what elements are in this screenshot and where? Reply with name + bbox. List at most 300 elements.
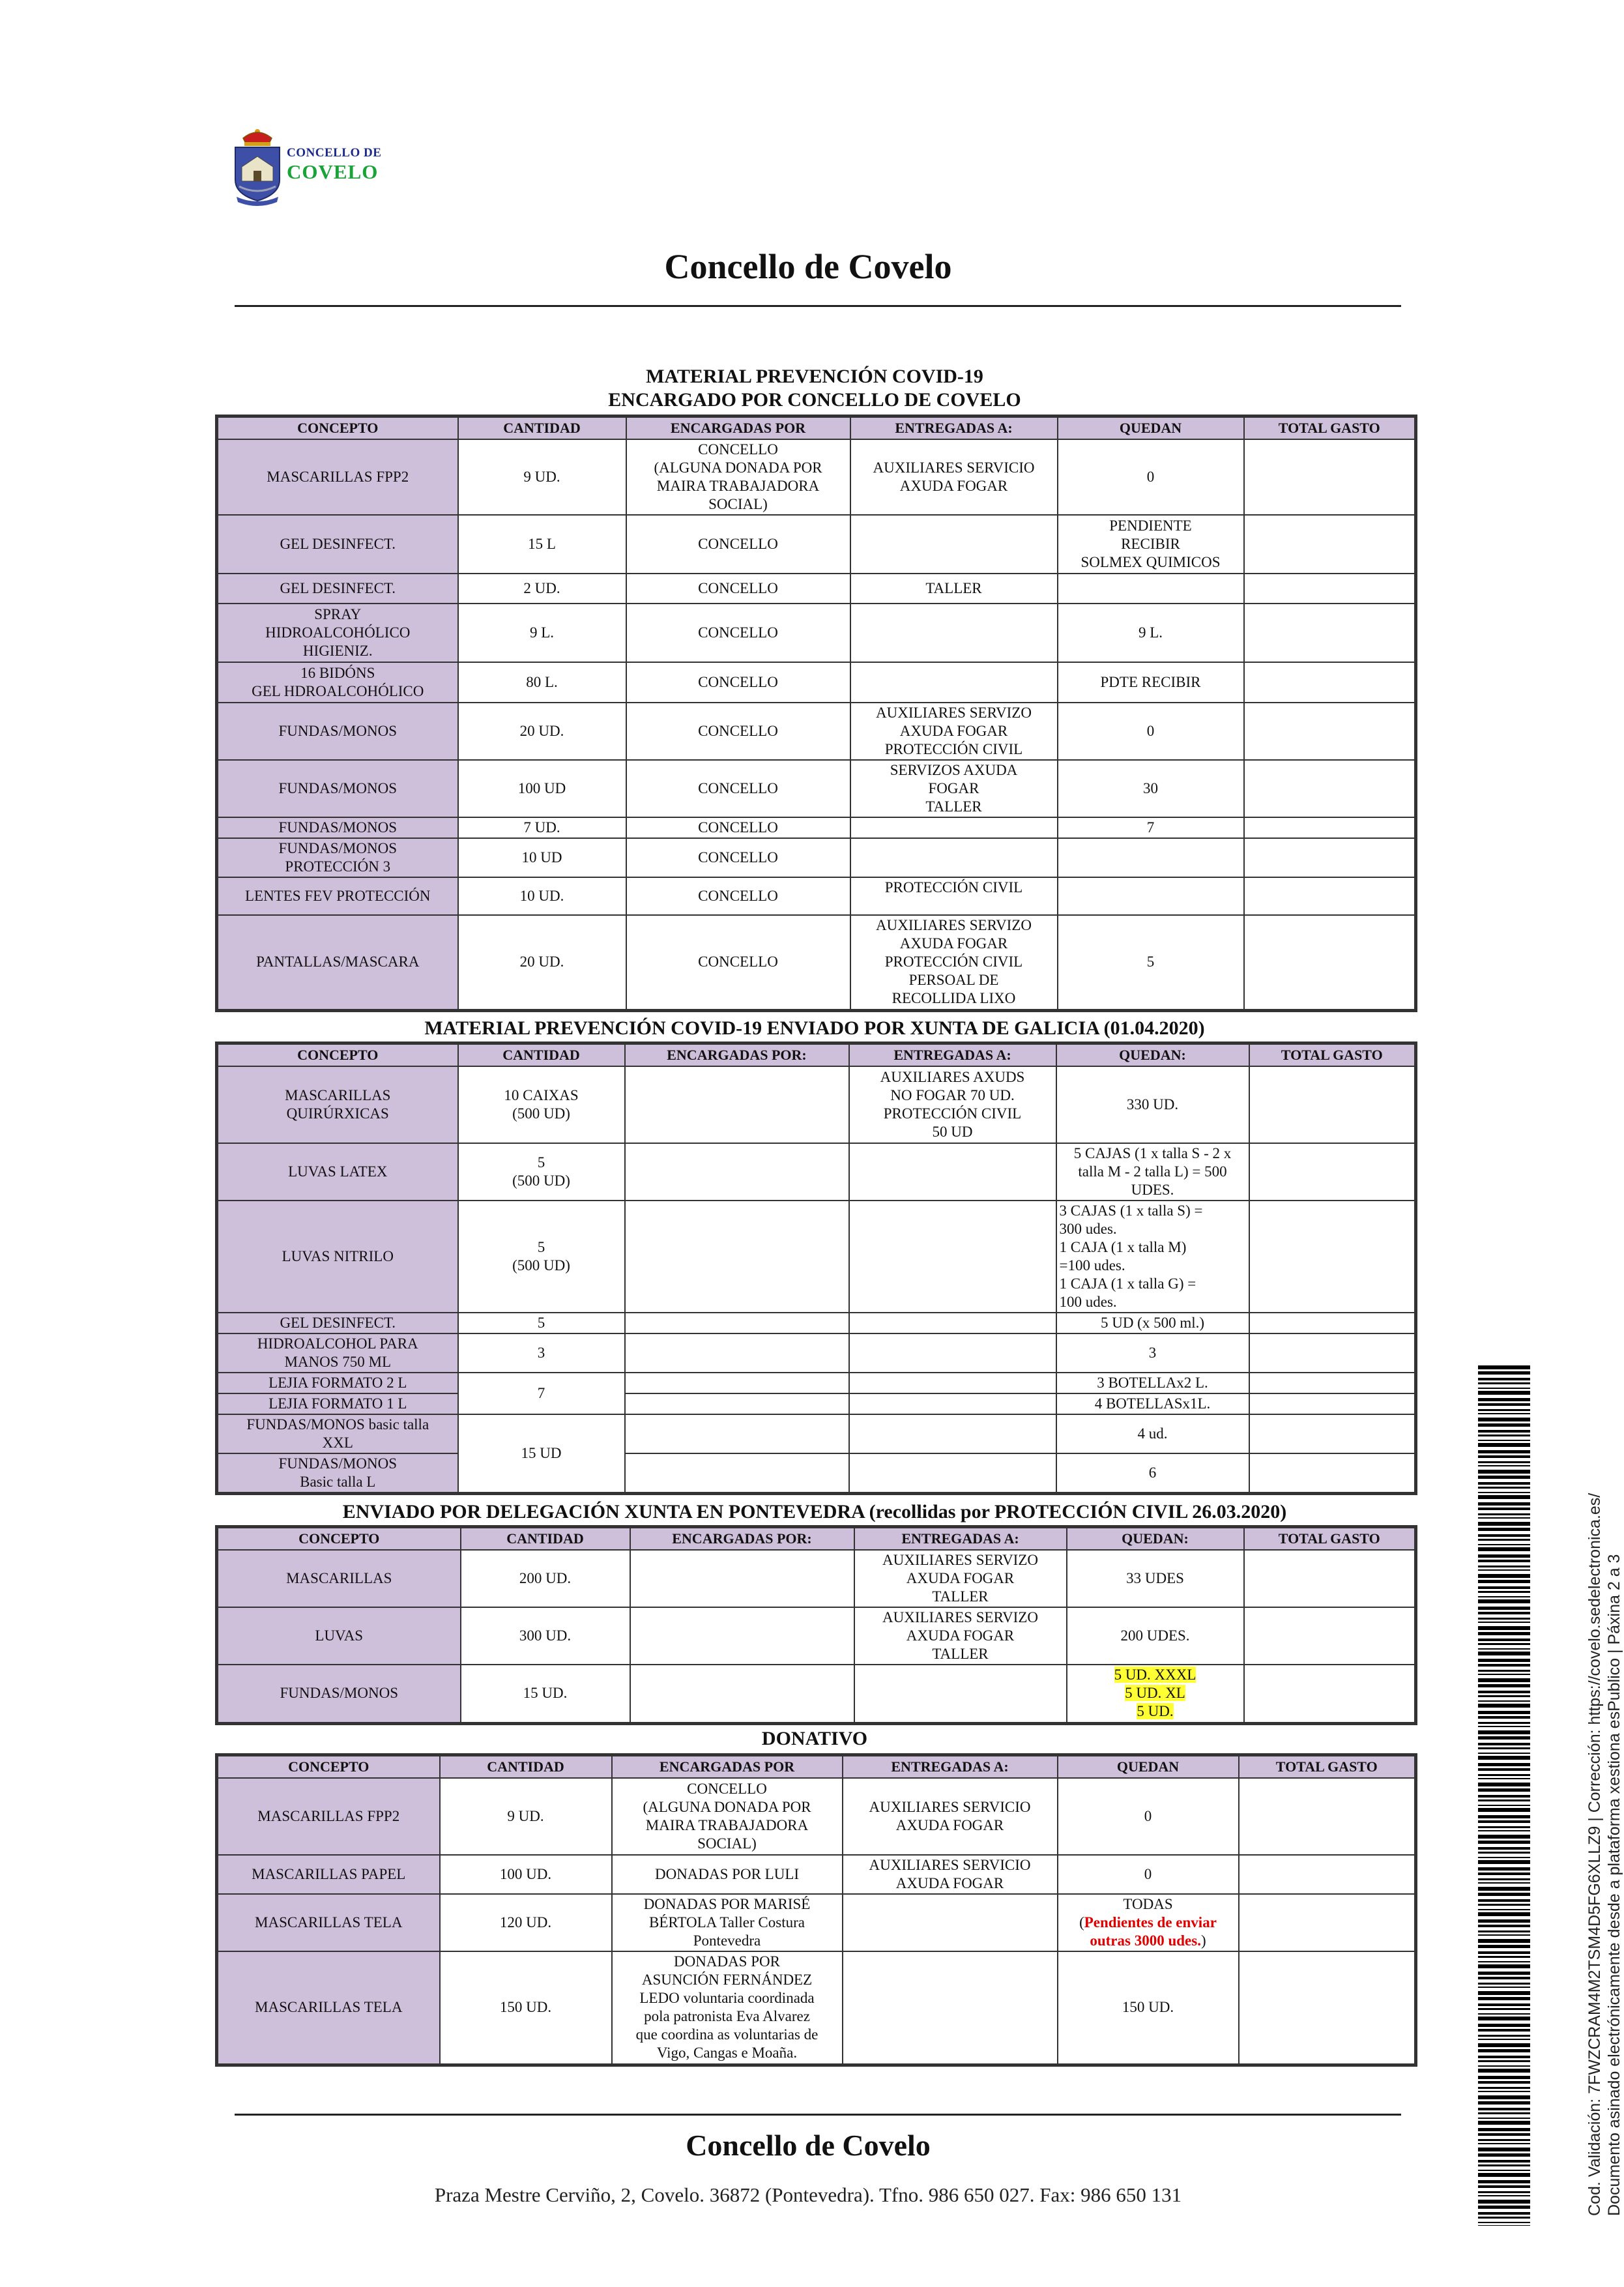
barcode-bar [1478,2069,1530,2073]
cell-line: NO FOGAR 70 UD. [890,1087,1015,1103]
cell-line: SOCIAL) [708,496,768,512]
barcode-bar [1478,1632,1530,1635]
cell-line: SOLMEX QUIMICOS [1080,554,1221,570]
barcode-bar [1478,1852,1530,1854]
col-header-encargadas: ENCARGADAS POR [612,1755,843,1779]
cell-cantidad: 80 L. [458,662,626,703]
col-header-entregadas: ENTREGADAS A: [843,1755,1058,1779]
paren-open: ( [1079,1914,1084,1930]
table-row [217,439,1416,515]
cell-line: PROTECCIÓN CIVIL [884,741,1023,757]
barcode-bar [1478,1470,1530,1474]
cell-line: PROTECCIÓN 3 [285,858,391,875]
cell-line: BÉRTOLA Taller Costura [649,1914,805,1930]
cell-encargadas [630,1550,854,1607]
validation-text [1585,1493,1624,2216]
cell-concepto [217,1066,458,1143]
cell-line: QUIRÚRXICAS [286,1105,389,1122]
barcode-bar [1478,1622,1530,1623]
cell-quedan: 0 [1058,439,1244,515]
barcode-bar [1478,1435,1530,1436]
cell-line: 3 CAJAS (1 x talla S) = [1059,1202,1203,1219]
barcode-bar [1478,1418,1530,1421]
cell-cantidad: 20 UD. [458,703,626,760]
cell-concepto: PANTALLAS/MASCARA [217,915,458,1010]
cell-total [1249,1201,1416,1313]
barcode-bar [1478,1378,1530,1380]
cell-entregadas [850,703,1058,760]
cell-encargadas: CONCELLO [626,574,850,604]
barcode-bar [1478,1747,1530,1749]
cell-line: AUXILIARES SERVICIO [869,1799,1031,1815]
cell-encargadas [625,1313,849,1333]
cell-concepto: MASCARILLAS FPP2 [217,439,458,515]
col-header-quedan: QUEDAN: [1067,1527,1244,1551]
cell-encargadas: CONCELLO [626,915,850,1010]
cell-line: 5 [537,1239,545,1255]
cell-cantidad: 120 UD. [440,1894,612,1951]
cell-line: AUXILIARES SERVICIO [869,1857,1031,1873]
cell-entregadas [849,1393,1056,1414]
cell-quedan [1056,1143,1249,1201]
table-row [217,1066,1416,1143]
barcode-bar [1478,2029,1530,2032]
cell-total [1239,1855,1416,1894]
cell-cantidad: 9 L. [458,604,626,662]
cell-cantidad: 3 [458,1333,625,1373]
cell-concepto: LENTES FEV PROTECCIÓN [217,877,458,915]
table-row [217,1894,1416,1951]
barcode-bar [1478,2024,1530,2027]
barcode-bar [1478,1983,1530,1985]
barcode-bar [1478,1580,1530,1583]
barcode-bar [1478,1778,1530,1779]
cell-quedan: 150 UD. [1058,1951,1239,2065]
pending-note: Pendientes de enviar [1084,1914,1217,1930]
barcode-bar [1478,1612,1530,1614]
cell-concepto [217,1333,458,1373]
cell-concepto: MASCARILLAS FPP2 [217,1778,440,1855]
barcode-bar [1478,1423,1530,1427]
cell-line: HIDROALCOHOL PARA [257,1335,418,1352]
cell-line: AXUDA FOGAR [906,1627,1015,1644]
cell-quedan: 0 [1058,1855,1239,1894]
cell-line: LEDO voluntaria coordinada [639,1990,815,2007]
barcode-bar [1478,1639,1530,1641]
barcode-bar [1478,2180,1530,2183]
validation-line2: Documento asinado electrónicamente desde a plataforma xestiona esPublico | Páxina 2 a 3 [1605,1554,1623,2216]
barcode-bar [1478,1820,1530,1823]
barcode-bar [1478,1716,1530,1719]
barcode-bar [1478,1774,1530,1776]
cell-total [1249,1414,1416,1453]
cell-encargadas [612,1951,843,2065]
cell-encargadas: CONCELLO [626,515,850,574]
cell-cantidad [458,1143,625,1201]
cell-encargadas [630,1607,854,1665]
col-header-encargadas: ENCARGADAS POR: [630,1527,854,1551]
table-row [217,1453,1416,1494]
barcode-bar [1478,2225,1530,2226]
cell-encargadas: CONCELLO [626,703,850,760]
col-header-concepto: CONCEPTO [217,1755,440,1779]
cell-line: CONCELLO [698,441,778,458]
cell-concepto: FUNDAS/MONOS [217,1665,461,1723]
barcode-bar [1478,2191,1530,2193]
barcode-bar [1478,2173,1530,2177]
barcode-bar [1478,1768,1530,1771]
col-header-quedan: QUEDAN [1058,1755,1239,1779]
cell-line: TODAS [1123,1896,1173,1912]
cell-total [1244,915,1416,1010]
cell-line: AUXILIARES SERVICIO [873,459,1035,476]
cell-line: 100 udes. [1059,1294,1117,1310]
section4-table [215,1753,1417,2067]
barcode-bar [1478,1678,1530,1682]
table-row [217,877,1416,915]
cell-line: MASCARILLAS [285,1087,391,1103]
cell-encargadas [625,1453,849,1494]
barcode-bar [1478,1704,1530,1708]
header-divider [235,305,1401,307]
footer-title: Concello de Covelo [686,2129,931,2162]
cell-quedan [1058,1894,1239,1951]
cell-line: PERSOAL DE [908,972,999,989]
barcode-bar [1478,2108,1530,2110]
barcode-bar [1478,2003,1530,2006]
barcode-bar [1478,1482,1530,1485]
cell-line: GEL HDROALCOHÓLICO [252,683,424,699]
barcode-bar [1478,1860,1530,1864]
cell-line: AUXILIARES SERVIZO [882,1552,1038,1568]
barcode-bar [1478,2049,1530,2052]
cell-concepto: MASCARILLAS PAPEL [217,1855,440,1894]
cell-entregadas [843,1951,1058,2065]
cell-quedan: 3 BOTELLAx2 L. [1056,1373,1249,1393]
barcode-bar [1478,1596,1530,1597]
barcode-bar [1478,1730,1530,1734]
barcode-bar [1478,2039,1530,2040]
barcode-bar [1478,1398,1530,1401]
footer-address: Praza Mestre Cerviño, 2, Covelo. 36872 (Pontevedra). Tfno. 986 650 027. Fax: 986 650 131 [434,2183,1182,2206]
barcode-bar [1478,1403,1530,1406]
cell-cantidad: 15 UD. [461,1665,630,1723]
cell-total [1249,1143,1416,1201]
barcode-bar [1478,1574,1530,1578]
cell-encargadas: CONCELLO [626,838,850,877]
barcode-bar [1478,1626,1530,1630]
col-header-total: TOTAL GASTO [1244,416,1416,440]
table-row [217,574,1416,604]
cell-entregadas [849,1313,1056,1333]
table-row [217,1665,1416,1723]
barcode-bar [1478,1867,1530,1871]
cell-line: AUXILIARES SERVIZO [875,705,1032,721]
cell-quedan: PDTE RECIBIR [1058,662,1244,703]
cell-line: 10 CAIXAS [504,1087,579,1103]
barcode-bar [1478,1554,1530,1558]
cell-concepto [217,1453,458,1494]
cell-line: (ALGUNA DONADA POR [654,459,822,476]
col-header-entregadas: ENTREGADAS A: [849,1043,1056,1067]
table-header-row [217,1755,1416,1779]
section1-title-line1: MATERIAL PREVENCIÓN COVID-19 [646,366,983,387]
cell-concepto: LEJIA FORMATO 2 L [217,1373,458,1393]
cell-entregadas [854,1607,1067,1665]
cell-line: AUXILIARES AXUDS [880,1069,1025,1085]
barcode-bar [1478,1700,1530,1702]
cell-line: 50 UD [932,1124,973,1140]
barcode-bar [1478,2139,1530,2141]
table-row [217,515,1416,574]
barcode-bar [1478,1544,1530,1545]
cell-cantidad: 2 UD. [458,574,626,604]
cell-entregadas [850,817,1058,838]
cell-line: XXL [322,1435,353,1451]
cell-total [1249,1373,1416,1393]
barcode-bar [1478,1743,1530,1745]
cell-entregadas [849,1453,1056,1494]
cell-quedan: 33 UDES [1067,1550,1244,1607]
barcode-bar [1478,1887,1530,1891]
cell-entregadas [849,1201,1056,1313]
cell-encargadas [625,1373,849,1393]
cell-line: (500 UD) [512,1257,570,1274]
table-header-row [217,1527,1416,1551]
barcode-bar [1478,1618,1530,1620]
cell-concepto: MASCARILLAS TELA [217,1894,440,1951]
cell-entregadas [850,915,1058,1010]
cell-concepto [217,604,458,662]
cell-entregadas [843,1894,1058,1951]
cell-line: talla M - 2 talla L) = 500 [1078,1163,1227,1180]
cell-concepto: FUNDAS/MONOS [217,760,458,817]
cell-total [1244,574,1416,604]
barcode-bar [1478,2153,1530,2157]
cell-total [1244,515,1416,574]
section2-title: MATERIAL PREVENCIÓN COVID-19 ENVIADO POR XUNTA DE GALICIA (01.04.2020) [424,1017,1205,1039]
barcode-bar [1478,1455,1530,1458]
cell-line [1061,1932,1236,1950]
col-header-concepto: CONCEPTO [217,1527,461,1551]
barcode-bar [1478,2200,1530,2204]
barcode-bar [1478,1547,1530,1551]
cell-entregadas [850,604,1058,662]
barcode-bar [1478,1736,1530,1740]
highlighted-value: 5 UD. XL [1125,1685,1185,1702]
barcode-bar [1478,2060,1530,2062]
barcode-bar [1478,2065,1530,2067]
cell-line: MAIRA TRABAJADORA [656,478,820,494]
barcode-bar [1478,1443,1530,1447]
cell-quedan [1056,1201,1249,1313]
cell-entregadas [849,1066,1056,1143]
barcode-bar [1478,1799,1530,1801]
cell-cantidad: 7 UD. [458,817,626,838]
barcode-bar [1478,1534,1530,1537]
cell-line: TALLER [932,1646,989,1662]
barcode-bar [1478,2148,1530,2151]
cell-encargadas [625,1393,849,1414]
barcode-bar [1478,1991,1530,1995]
barcode-bar [1478,1934,1530,1936]
barcode-bar [1478,1872,1530,1875]
cell-line: AUXILIARES SERVIZO [875,917,1032,934]
barcode-bar [1478,1815,1530,1818]
barcode-bar [1478,2128,1530,2131]
section1-title-line2: ENCARGADO POR CONCELLO DE COVELO [608,389,1021,411]
cell-total [1244,760,1416,817]
barcode-bar [1478,1391,1530,1395]
cell-quedan [1058,838,1244,877]
table-row [217,703,1416,760]
cell-line: 300 udes. [1059,1221,1117,1237]
col-header-encargadas: ENCARGADAS POR: [625,1043,849,1067]
cell-quedan: 0 [1058,703,1244,760]
barcode-bar [1478,1522,1530,1526]
barcode-bar [1478,2118,1530,2119]
cell-encargadas [626,439,850,515]
barcode-bar [1478,1919,1530,1923]
table-row [217,1393,1416,1414]
cell-quedan [1067,1665,1244,1723]
barcode-bar [1478,2222,1530,2223]
cell-line: AXUDA FOGAR [899,935,1008,952]
cell-line: AXUDA FOGAR [906,1570,1015,1586]
cell-total [1244,1607,1416,1665]
validation-line1: Cod. Validación: 7FWZCRAM4M2TSM4D5FG6XLLZ9 | Corrección: https://covelo.sedelectronica.es/ [1586,1493,1604,2216]
barcode-bar [1478,1670,1530,1672]
barcode-bar [1478,1461,1530,1463]
barcode-bar [1478,1956,1530,1958]
barcode-bar [1478,1652,1530,1655]
barcode-bar [1478,1539,1530,1541]
barcode-bar [1478,1560,1530,1562]
cell-encargadas [625,1333,849,1373]
cell-line: AXUDA FOGAR [899,478,1008,494]
barcode-bar [1478,1909,1530,1910]
barcode-bar [1478,1691,1530,1693]
cell-concepto: LUVAS LATEX [217,1143,458,1201]
col-header-quedan: QUEDAN: [1056,1043,1249,1067]
barcode-bar [1478,1939,1530,1943]
cell-line: MAIRA TRABAJADORA [645,1817,809,1833]
barcode-bar [1478,2101,1530,2105]
cell-total [1244,703,1416,760]
table-row [217,1313,1416,1333]
cell-entregadas [849,1414,1056,1453]
cell-concepto: FUNDAS/MONOS [217,817,458,838]
cell-total [1249,1453,1416,1494]
cell-line: TALLER [932,1588,989,1605]
barcode-bar [1478,1664,1530,1667]
logo-text-covelo: COVELO [287,160,379,183]
barcode-bar [1478,2133,1530,2136]
cell-quedan: 9 L. [1058,604,1244,662]
cell-cantidad: 15 L [458,515,626,574]
table-header-row [217,1043,1416,1067]
highlighted-value: 5 UD. XXXL [1114,1667,1196,1683]
cell-total [1249,1393,1416,1414]
cell-line: FUNDAS/MONOS basic talla [246,1416,429,1433]
cell-entregadas [849,1373,1056,1393]
highlighted-value: 5 UD. [1137,1703,1174,1720]
table-row [217,1607,1416,1665]
cell-quedan: 200 UDES. [1067,1607,1244,1665]
col-header-entregadas: ENTREGADAS A: [854,1527,1067,1551]
logo-text-concello-de: CONCELLO DE [287,146,382,160]
barcode-bar [1478,1495,1530,1499]
col-header-concepto: CONCEPTO [217,416,458,440]
table-row [217,817,1416,838]
cell-quedan: 4 ud. [1056,1414,1249,1453]
barcode-bar [1478,2008,1530,2010]
cell-line: FUNDAS/MONOS [278,840,397,856]
cell-cantidad: 200 UD. [461,1550,630,1607]
cell-encargadas [612,1894,843,1951]
barcode-bar [1478,1599,1530,1603]
table-row [217,662,1416,703]
barcode-bar [1478,1487,1530,1489]
barcode-bar [1478,1450,1530,1453]
cell-line: PROTECCIÓN CIVIL [883,1105,1022,1122]
cell-total [1239,1894,1416,1951]
cell-line: AUXILIARES SERVIZO [882,1609,1038,1625]
barcode-bar [1478,2195,1530,2196]
barcode-bar [1478,1830,1530,1831]
cell-entregadas [850,515,1058,574]
cell-cantidad: 7 [458,1373,625,1414]
barcode-bar [1478,2087,1530,2089]
cell-entregadas [850,838,1058,877]
barcode-bar [1478,1788,1530,1792]
cell-encargadas [625,1066,849,1143]
barcode-bar [1478,1684,1530,1687]
page-title: Concello de Covelo [664,247,952,286]
barcode-bar [1478,2035,1530,2037]
footer-divider [235,2114,1401,2116]
barcode-bar [1478,1711,1530,1714]
section3-table [215,1525,1417,1725]
barcode-bar [1478,1513,1530,1515]
cell-concepto: MASCARILLAS [217,1550,461,1607]
cell-line: SOCIAL) [697,1835,757,1852]
cell-encargadas: CONCELLO [626,604,850,662]
barcode-bar [1478,1566,1530,1567]
cell-quedan: 30 [1058,760,1244,817]
cell-entregadas [850,662,1058,703]
cell-line: (500 UD) [512,1105,570,1122]
cell-concepto: FUNDAS/MONOS [217,703,458,760]
cell-line: ASUNCIÓN FERNÁNDEZ [641,1972,813,1988]
barcode-bar [1478,1492,1530,1493]
barcode-bar [1478,1756,1530,1760]
cell-line: DONADAS POR [674,1953,780,1970]
barcode-bar [1478,2017,1530,2020]
barcode-bar [1478,1841,1530,1844]
barcode-bar [1478,1783,1530,1786]
cell-encargadas: DONADAS POR LULI [612,1855,843,1894]
cell-encargadas: CONCELLO [626,817,850,838]
barcode-bar [1478,1893,1530,1896]
table-row [217,1414,1416,1453]
col-header-total: TOTAL GASTO [1249,1043,1416,1067]
cell-total [1249,1313,1416,1333]
barcode-bar [1478,2121,1530,2125]
cell-encargadas [625,1143,849,1201]
cell-entregadas [843,1778,1058,1855]
cell-concepto: LUVAS NITRILO [217,1201,458,1313]
